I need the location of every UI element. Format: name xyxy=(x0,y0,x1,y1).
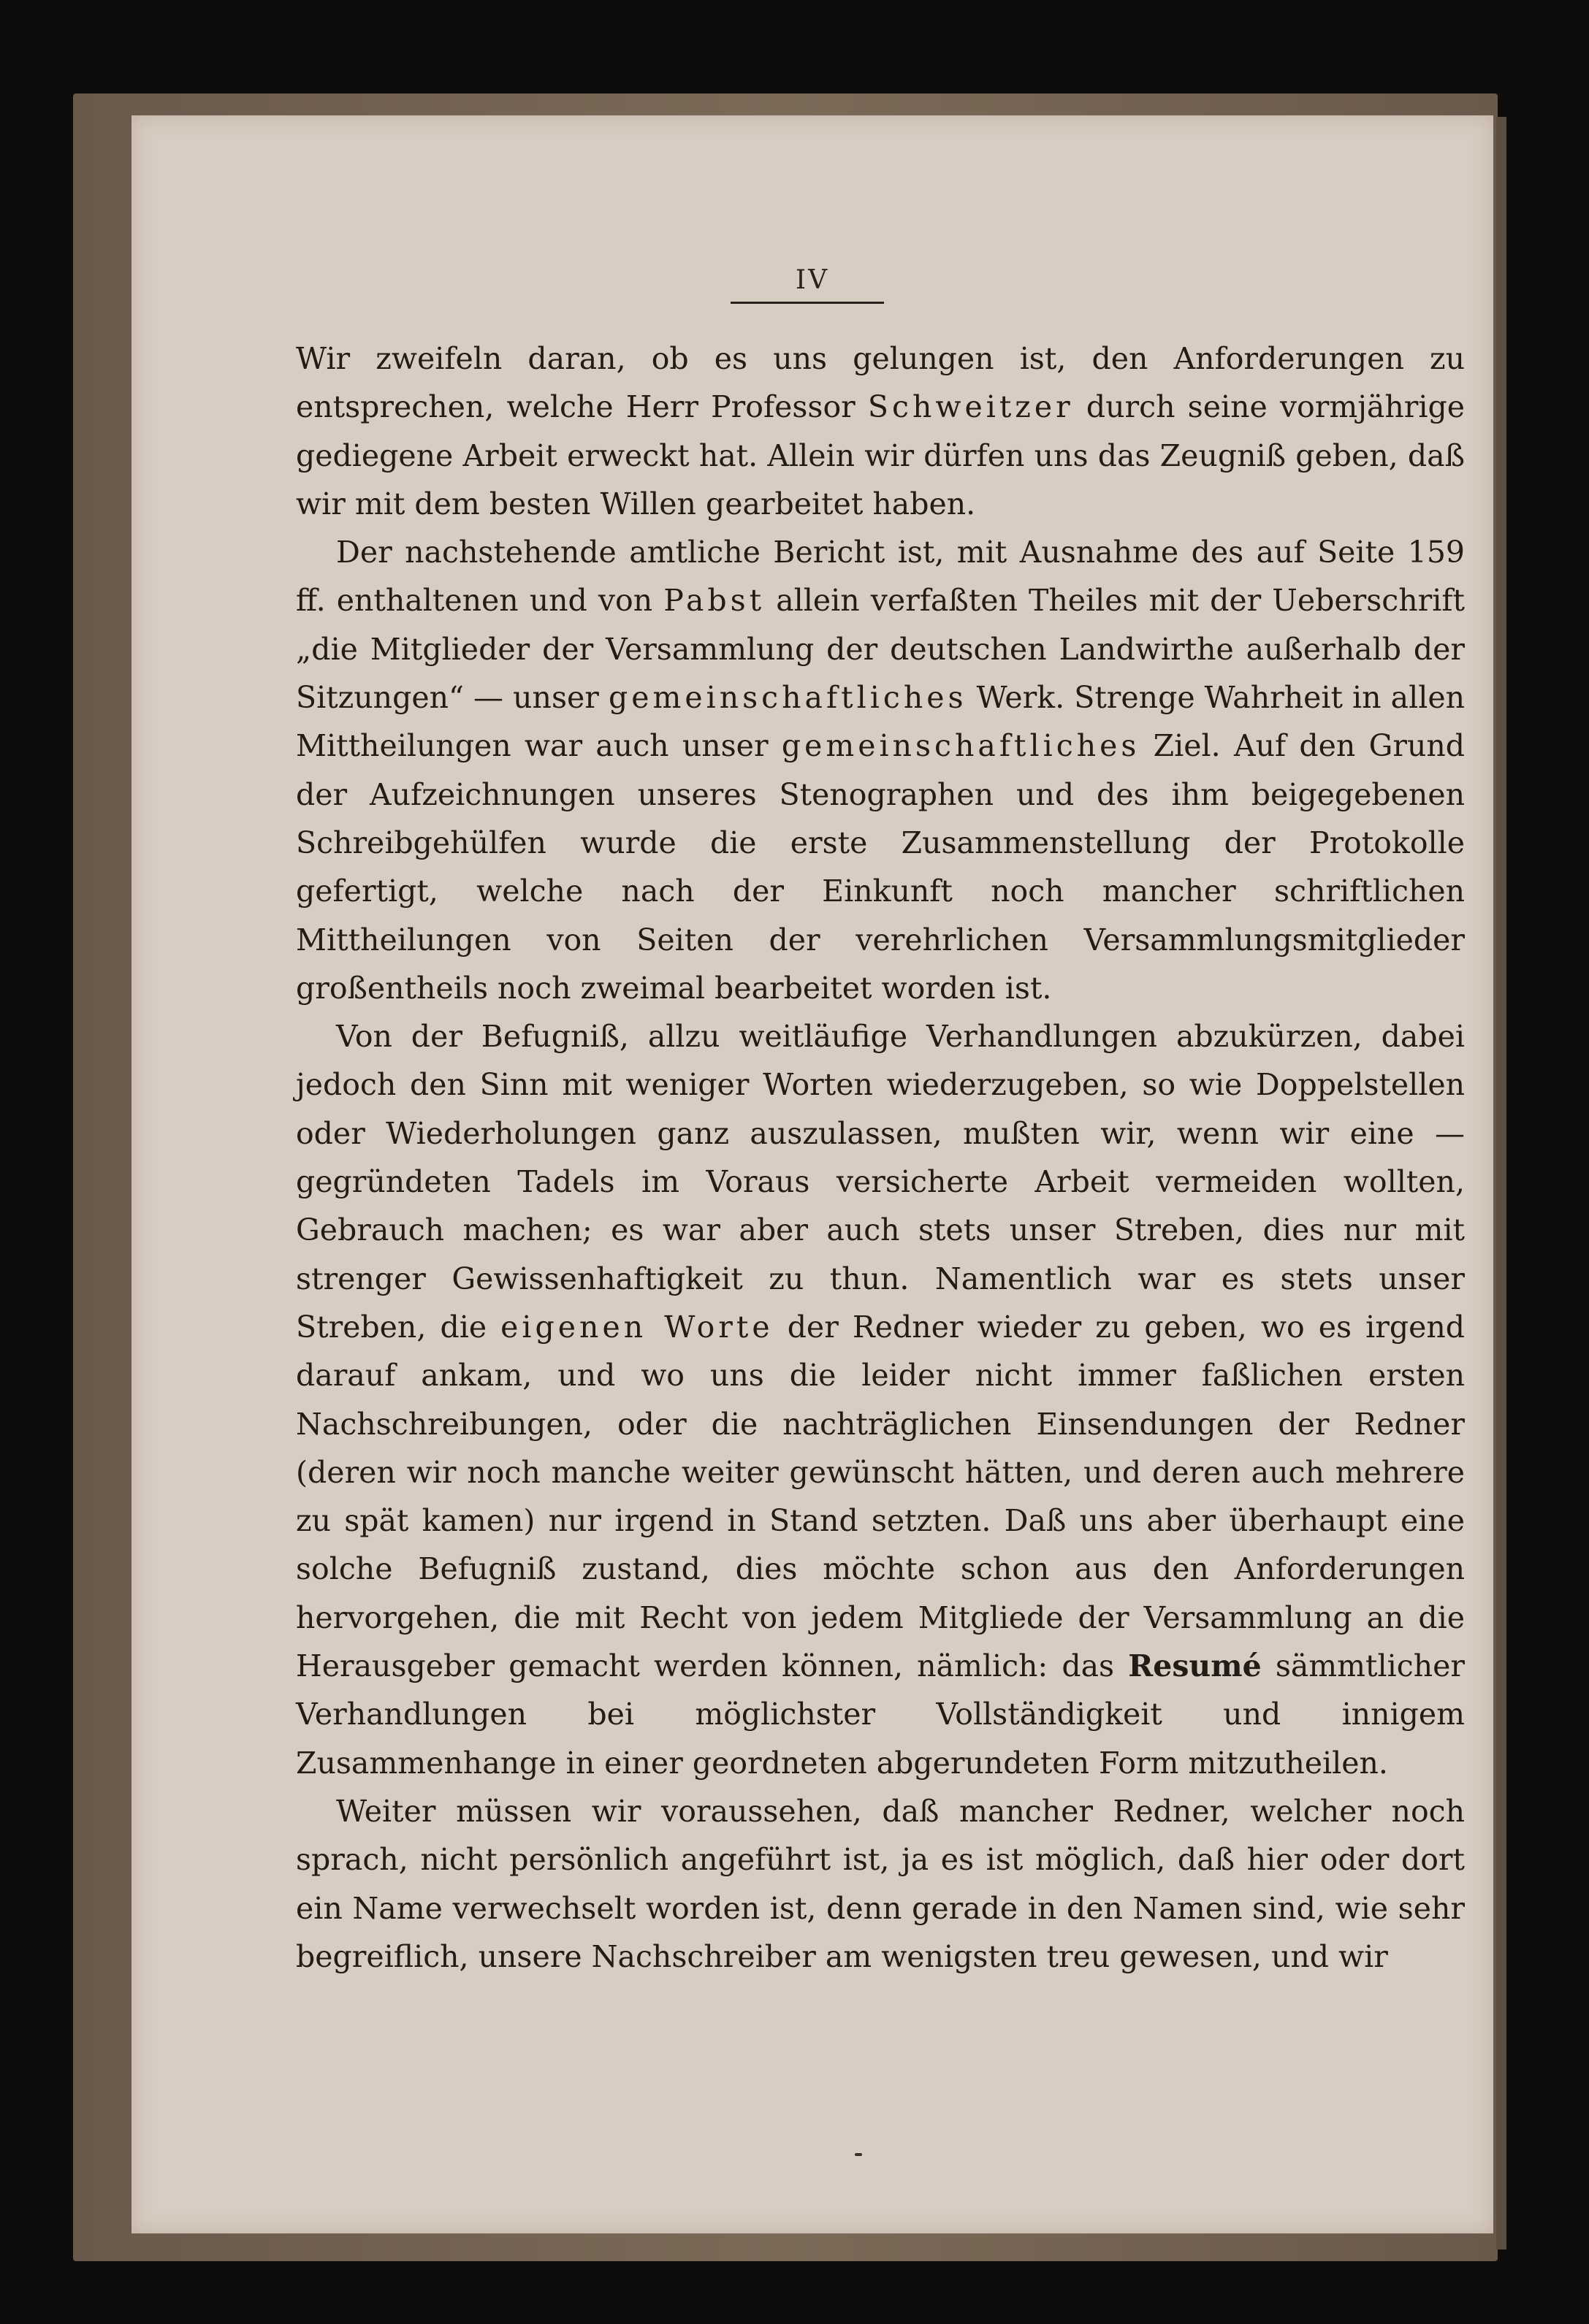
emphasis-spaced: Schweitzer xyxy=(867,389,1074,425)
header-rule xyxy=(731,302,884,304)
paragraph xyxy=(296,335,1465,528)
body-text xyxy=(296,335,1465,1981)
text-segment: Ziel. Auf den Grund der Aufzeichnungen unseres Stenographen und des ihm beigegebenen Schreibgehülfen wurde die erste Zusammenstellung der Protokolle gefertigt, welche nach der Einkunft noch mancher schriftlichen Mittheilungen von Seiten der verehrlichen Versammlungsmitglieder großentheils noch zweimal bearbeitet worden ist. xyxy=(296,728,1466,1006)
text-segment: der Redner wieder zu geben, wo es irgend darauf ankam, und wo uns die leider nicht immer faßlichen ersten Nachschreibungen, oder die nachträglichen Einsendungen der Redner (deren wir noch manche weiter gewünscht hätten, und deren auch mehrere zu spät kamen) nur irgend in Stand setzten. Daß uns aber überhaupt eine solche Befugniß zustand, dies möchte schon aus den Anforderungen hervorgehen, die mit Recht von jedem Mitgliede der Versammlung an die Herausgeber gemacht werden können, nämlich: das xyxy=(296,1309,1466,1684)
paragraph xyxy=(296,1012,1465,1787)
print-speck xyxy=(855,2153,862,2156)
text-segment: Von der Befugniß, allzu weitläufige Verhandlungen abzukürzen, dabei jedoch den Sinn mit weniger Worten wiederzugeben, so wie Doppelstellen oder Wiederholungen ganz auszulassen, mußten wir, wenn wir eine — gegründeten Tadels im Voraus versicherte Arbeit vermeiden wollten, Gebrauch machen; es war aber auch stets unser Streben, dies nur mit strenger Gewissenhaftigkeit zu thun. Namentlich war es stets unser Streben, die xyxy=(296,1019,1465,1345)
emphasis-spaced: gemeinschaftliches xyxy=(781,728,1140,764)
book-cover-edge xyxy=(1496,117,1506,2250)
page-number: IV xyxy=(795,265,830,295)
text-segment: allein verfaßten Theiles mit der Ueberschrift „die Mitglieder der Versammlung der deutschen Landwirthe außerhalb der Sitzungen“ — unser xyxy=(296,583,1465,716)
paragraph xyxy=(296,528,1465,1012)
emphasis-spaced: eigenen Worte xyxy=(500,1309,774,1345)
emphasis-spaced: gemeinschaftliches xyxy=(608,680,967,716)
text-segment: durch seine vormjährige gediegene Arbeit erweckt hat. Allein wir dürfen uns das Zeugniß geben, daß wir mit dem besten Willen gearbeitet haben. xyxy=(296,389,1465,521)
emphasis-bold: Resumé xyxy=(1128,1648,1262,1684)
emphasis-spaced: Pabst xyxy=(663,583,766,619)
text-segment: Der nachstehende amtliche Bericht ist, mit Ausnahme des auf Seite 159 ff. enthaltenen und von xyxy=(296,535,1465,619)
text-segment: Werk. Strenge Wahrheit in allen Mittheilungen war auch unser xyxy=(296,680,1465,764)
text-segment: Weiter müssen wir voraussehen, daß mancher Redner, welcher noch sprach, nicht persönlich angeführt ist, ja es ist möglich, daß hier oder dort ein Name verwechselt worden ist, denn gerade in den Namen sind, wie sehr begreiflich, unsere Nachschreiber am wenigsten treu gewesen, und wir xyxy=(296,1793,1465,1974)
text-segment: sämmtlicher Verhandlungen bei möglichster Vollständigkeit und innigem Zusammenhange in einer geordneten abgerundeten Form mitzutheilen. xyxy=(296,1648,1465,1781)
text-segment: Wir zweifeln daran, ob es uns gelungen ist, den Anforderungen zu entsprechen, welche Herr Professor xyxy=(296,341,1465,425)
book-page xyxy=(132,115,1493,2233)
paragraph xyxy=(296,1787,1465,1981)
